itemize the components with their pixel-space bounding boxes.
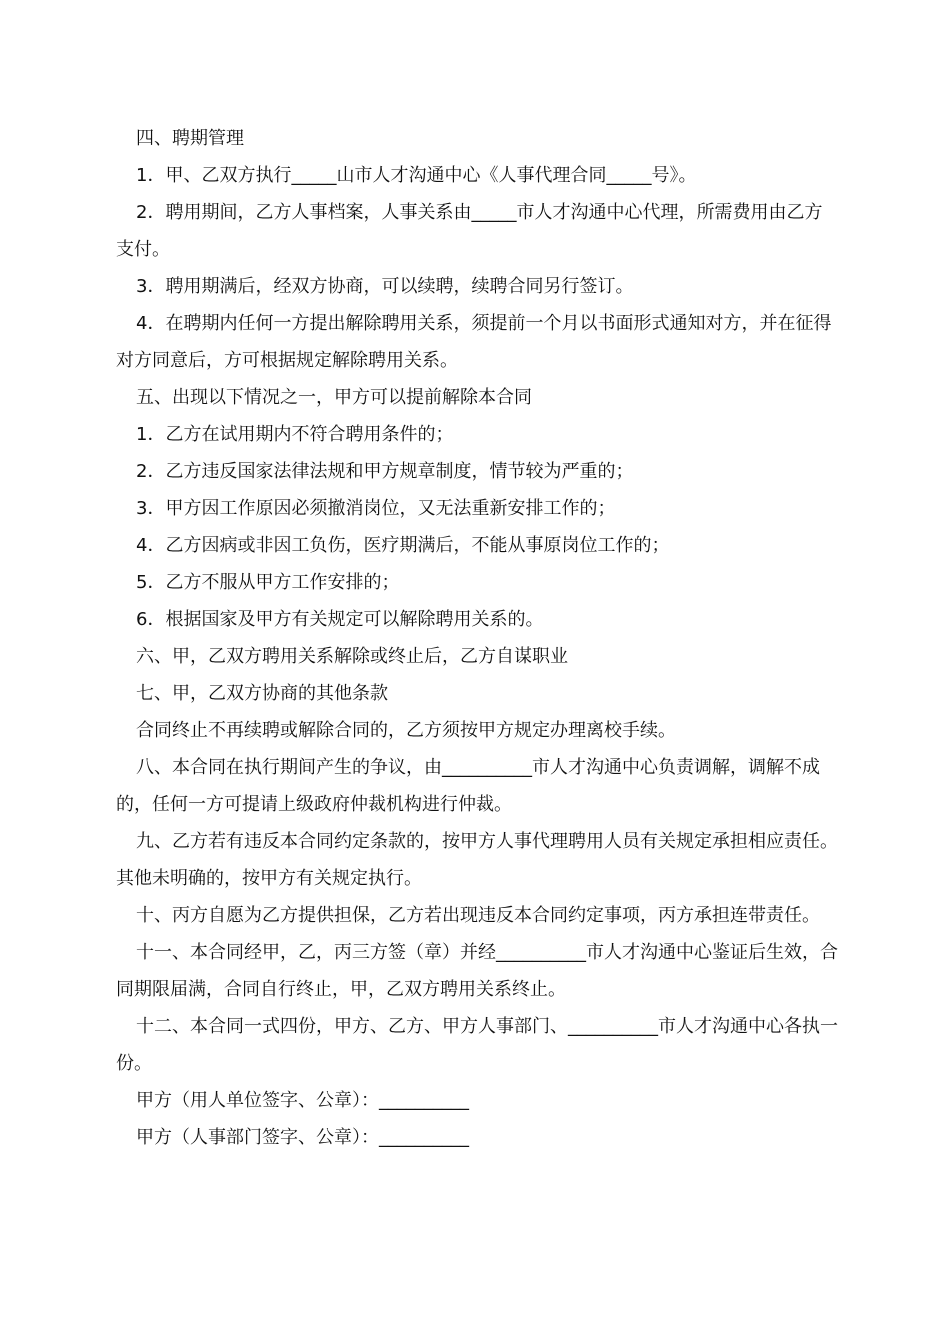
clause-4-3: 3．聘用期满后，经双方协商，可以续聘，续聘合同另行签订。 — [136, 276, 634, 297]
clause-4-2: 2．聘用期间，乙方人事档案，人事关系由_____市人才沟通中心代理，所需费用由乙方支付。 — [116, 202, 823, 260]
clause-5-1: 1．乙方在试用期内不符合聘用条件的； — [136, 424, 454, 445]
section-heading-5: 五、出现以下情况之一，甲方可以提前解除本合同 — [136, 387, 532, 408]
section-8: 八、本合同在执行期间产生的争议，由__________市人才沟通中心负责调解，调解不成的，任何一方可提请上级政府仲裁机构进行仲裁。 — [116, 757, 820, 815]
clause-4-1: 1．甲、乙双方执行_____山市人才沟通中心《人事代理合同_____号》。 — [136, 165, 697, 186]
clause-4-4: 4．在聘期内任何一方提出解除聘用关系，须提前一个月以书面形式通知对方，并在征得对方同意后，方可根据规定解除聘用关系。 — [116, 313, 832, 371]
clause-7-text: 合同终止不再续聘或解除合同的，乙方须按甲方规定办理离校手续。 — [136, 720, 676, 741]
signature-line-hr-department: 甲方（人事部门签字、公章）：__________ — [136, 1127, 469, 1148]
section-heading-6: 六、甲，乙双方聘用关系解除或终止后，乙方自谋职业 — [136, 646, 568, 667]
section-heading-4: 四、聘期管理 — [136, 128, 244, 149]
clause-5-5: 5．乙方不服从甲方工作安排的； — [136, 572, 400, 593]
section-heading-7: 七、甲，乙双方协商的其他条款 — [136, 683, 388, 704]
section-11: 十一、本合同经甲，乙，丙三方签（章）并经__________市人才沟通中心鉴证后生效，合同期限届满，合同自行终止，甲，乙双方聘用关系终止。 — [116, 942, 838, 1000]
document-body — [116, 120, 840, 1156]
signature-line-employer: 甲方（用人单位签字、公章）：__________ — [136, 1090, 469, 1111]
section-10: 十、丙方自愿为乙方提供担保，乙方若出现违反本合同约定事项，丙方承担连带责任。 — [136, 905, 820, 926]
clause-5-3: 3．甲方因工作原因必须撤消岗位，又无法重新安排工作的； — [136, 498, 616, 519]
clause-5-4: 4．乙方因病或非因工负伤，医疗期满后，不能从事原岗位工作的； — [136, 535, 670, 556]
section-9: 九、乙方若有违反本合同约定条款的，按甲方人事代理聘用人员有关规定承担相应责任。其他未明确的，按甲方有关规定执行。 — [116, 831, 838, 889]
section-12: 十二、本合同一式四份，甲方、乙方、甲方人事部门、__________市人才沟通中心各执一份。 — [116, 1016, 838, 1074]
clause-5-6: 6．根据国家及甲方有关规定可以解除聘用关系的。 — [136, 609, 544, 630]
clause-5-2: 2．乙方违反国家法律法规和甲方规章制度，情节较为严重的； — [136, 461, 634, 482]
